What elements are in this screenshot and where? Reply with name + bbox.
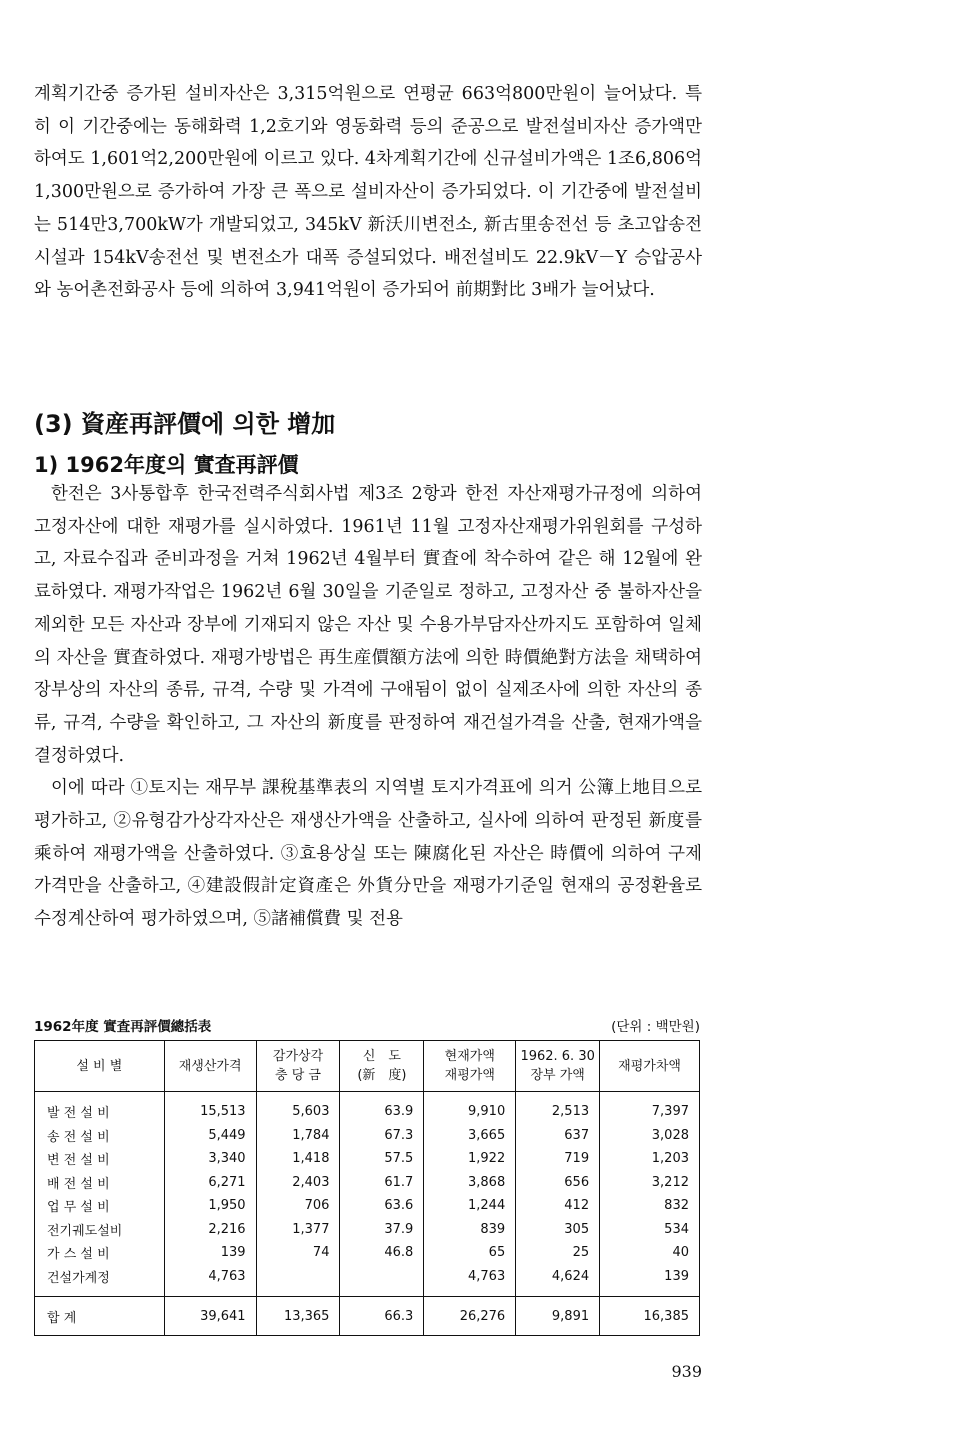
value-cell: 67.3: [340, 1124, 424, 1148]
value-cell: 26,276: [424, 1297, 516, 1336]
value-cell: 139: [664, 1268, 689, 1284]
header-cell: 설 비 별: [35, 1041, 165, 1092]
section-title: (3) 資産再評價에 의한 增加: [34, 410, 336, 438]
table-row: [35, 1265, 700, 1297]
value-cell: 534: [664, 1221, 689, 1237]
value-cell: 66.3: [340, 1297, 424, 1336]
value-cell: 412: [516, 1194, 600, 1218]
value-cell: 7,397: [651, 1104, 689, 1120]
category-cell: 합 계: [35, 1297, 165, 1336]
category-cell: 변 전 설 비: [35, 1147, 165, 1171]
value-cell: 61.7: [340, 1171, 424, 1195]
value-cell: 305: [516, 1218, 600, 1242]
table-row: [35, 1147, 700, 1171]
category-cell: 전기궤도설비: [35, 1218, 165, 1242]
value-cell: 25: [516, 1241, 600, 1265]
value-cell: 37.9: [340, 1218, 424, 1242]
table-caption: 1962年度 實査再評價總括表: [34, 1019, 212, 1035]
value-cell: 65: [424, 1241, 516, 1265]
value-cell: 74: [256, 1241, 340, 1265]
value-cell: 1,377: [256, 1218, 340, 1242]
paragraph: 한전은 3사통합후 한국전력주식회사법 제3조 2항과 한전 자산재평가규정에 의하여 고정자산에 대한 재평가를 실시하였다. 1961년 11월 고정자산재평가위원회를 구성하고, 자료수집과 준비과정을 거쳐 1962년 4월부터 實査에 착수하여 같은 해 12월에 완료하였다. 재평가작업은 1962년 6월 30일을 기준일로 정하고, 고정자산 중 불하자산을 제외한 모든 자산과 장부에 기재되지 않은 자산 및 수용가부담자산까지도 포함하여 일체의 자산을 實査하였다. 재평가방법은 再生産價額方法에 의한 時價絶對方法을 채택하여 장부상의 자산의 종류, 규격, 수량 및 가격에 구애됨이 없이 실제조사에 의한 자산의 종류, 규격, 수량을 확인하고, 그 자산의 新度를 판정하여 재건설가격을 산출, 현재가액을 결정하였다.: [34, 484, 702, 766]
value-cell: 3,212: [651, 1174, 689, 1190]
table-row: [35, 1124, 700, 1148]
category-cell: 가 스 설 비: [35, 1241, 165, 1265]
value-cell: 839: [424, 1218, 516, 1242]
revaluation-table: [34, 1040, 700, 1336]
value-cell: 1,418: [256, 1147, 340, 1171]
value-cell: 5,449: [164, 1124, 256, 1148]
category-cell: 송 전 설 비: [35, 1124, 165, 1148]
category-cell: 건설가계정: [35, 1265, 165, 1297]
table-total-row: [35, 1297, 700, 1336]
table-unit: (단위 : 백만원): [611, 1019, 700, 1035]
category-cell: 업 무 설 비: [35, 1194, 165, 1218]
category-cell: 발 전 설 비: [35, 1092, 165, 1124]
value-cell: 63.6: [340, 1194, 424, 1218]
value-cell: 46.8: [340, 1241, 424, 1265]
value-cell: 719: [516, 1147, 600, 1171]
value-cell: [340, 1265, 424, 1297]
value-cell: 39,641: [164, 1297, 256, 1336]
value-cell: 13,365: [256, 1297, 340, 1336]
value-cell: 9,910: [424, 1092, 516, 1124]
header-cell: 현재가액 재평가액: [424, 1041, 516, 1092]
body-text-mid: [34, 478, 702, 936]
table-row: [35, 1194, 700, 1218]
value-cell: 63.9: [340, 1092, 424, 1124]
value-cell: 3,340: [164, 1147, 256, 1171]
paragraph: 계획기간중 증가된 설비자산은 3,315억원으로 연평균 663억800만원이 늘어났다. 특히 이 기간중에는 동해화력 1,2호기와 영동화력 등의 준공으로 발전설비자산 증가액만 하여도 1,601억2,200만원에 이르고 있다. 4차계획기간에 신규설비가액은 1조6,806억1,300만원으로 증가하여 가장 큰 폭으로 설비자산이 증가되었다. 이 기간중에 발전설비는 514만3,700kW가 개발되었고, 345kV 新沃川변전소, 新古里송전선 등 초고압송전시설과 154kV송전선 및 변전소가 대폭 증설되었다. 배전설비도 22.9kV－Y 승압공사와 농어촌전화공사 등에 의하여 3,941억원이 증가되어 前期對比 3배가 늘어났다.: [34, 84, 702, 301]
value-cell: 5,603: [256, 1092, 340, 1124]
header-cell: 감가상각 충 당 금: [256, 1041, 340, 1092]
value-cell: 6,271: [164, 1171, 256, 1195]
header-cell: 재평가차액: [600, 1041, 700, 1092]
table-row: [35, 1241, 700, 1265]
value-cell: 139: [164, 1241, 256, 1265]
value-cell: 4,763: [164, 1265, 256, 1297]
sub-title: 1) 1962年度의 實査再評價: [34, 453, 299, 477]
paragraph: 이에 따라 ①토지는 재무부 課稅基準表의 지역별 토지가격표에 의거 公簿上地目으로 평가하고, ②유형감가상각자산은 재생산가액을 산출하고, 실사에 의하여 판정된 新度를 乘하여 재평가액을 산출하였다. ③효용상실 또는 陳腐化된 자산은 時價에 의하여 구제가격만을 산출하고, ④建設假計定資產은 外貨分만을 재평가기준일 현재의 공정환율로 수정계산하여 평가하였으며, ⑤諸補償費 및 전용: [34, 778, 702, 930]
page-number: 939: [671, 1362, 702, 1381]
value-cell: 2,513: [516, 1092, 600, 1124]
value-cell: 4,763: [424, 1265, 516, 1297]
value-cell: 4,624: [516, 1265, 600, 1297]
value-cell: 1,922: [424, 1147, 516, 1171]
value-cell: 2,403: [256, 1171, 340, 1195]
value-cell: 656: [516, 1171, 600, 1195]
value-cell: 637: [516, 1124, 600, 1148]
value-cell: 15,513: [164, 1092, 256, 1124]
value-cell: 1,950: [164, 1194, 256, 1218]
value-cell: 2,216: [164, 1218, 256, 1242]
value-cell: 1,203: [651, 1151, 689, 1167]
value-cell: 3,665: [424, 1124, 516, 1148]
value-cell: 9,891: [516, 1297, 600, 1336]
value-cell: 3,868: [424, 1171, 516, 1195]
value-cell: [256, 1265, 340, 1297]
value-cell: 1,244: [424, 1194, 516, 1218]
value-cell: 57.5: [340, 1147, 424, 1171]
value-cell: 706: [256, 1194, 340, 1218]
body-text-top: [34, 78, 702, 307]
category-cell: 배 전 설 비: [35, 1171, 165, 1195]
table-header-row: [35, 1041, 700, 1092]
table-row: [35, 1092, 700, 1124]
table-row: [35, 1171, 700, 1195]
header-cell: 1962. 6. 30 장부 가액: [516, 1041, 600, 1092]
value-cell: 40: [672, 1245, 689, 1261]
header-cell: 신 도 (新 度): [340, 1041, 424, 1092]
value-cell: 3,028: [651, 1127, 689, 1143]
value-cell: 832: [664, 1198, 689, 1214]
value-cell: 16,385: [600, 1297, 700, 1336]
header-cell: 재생산가격: [164, 1041, 256, 1092]
table-row: [35, 1218, 700, 1242]
value-cell: 1,784: [256, 1124, 340, 1148]
